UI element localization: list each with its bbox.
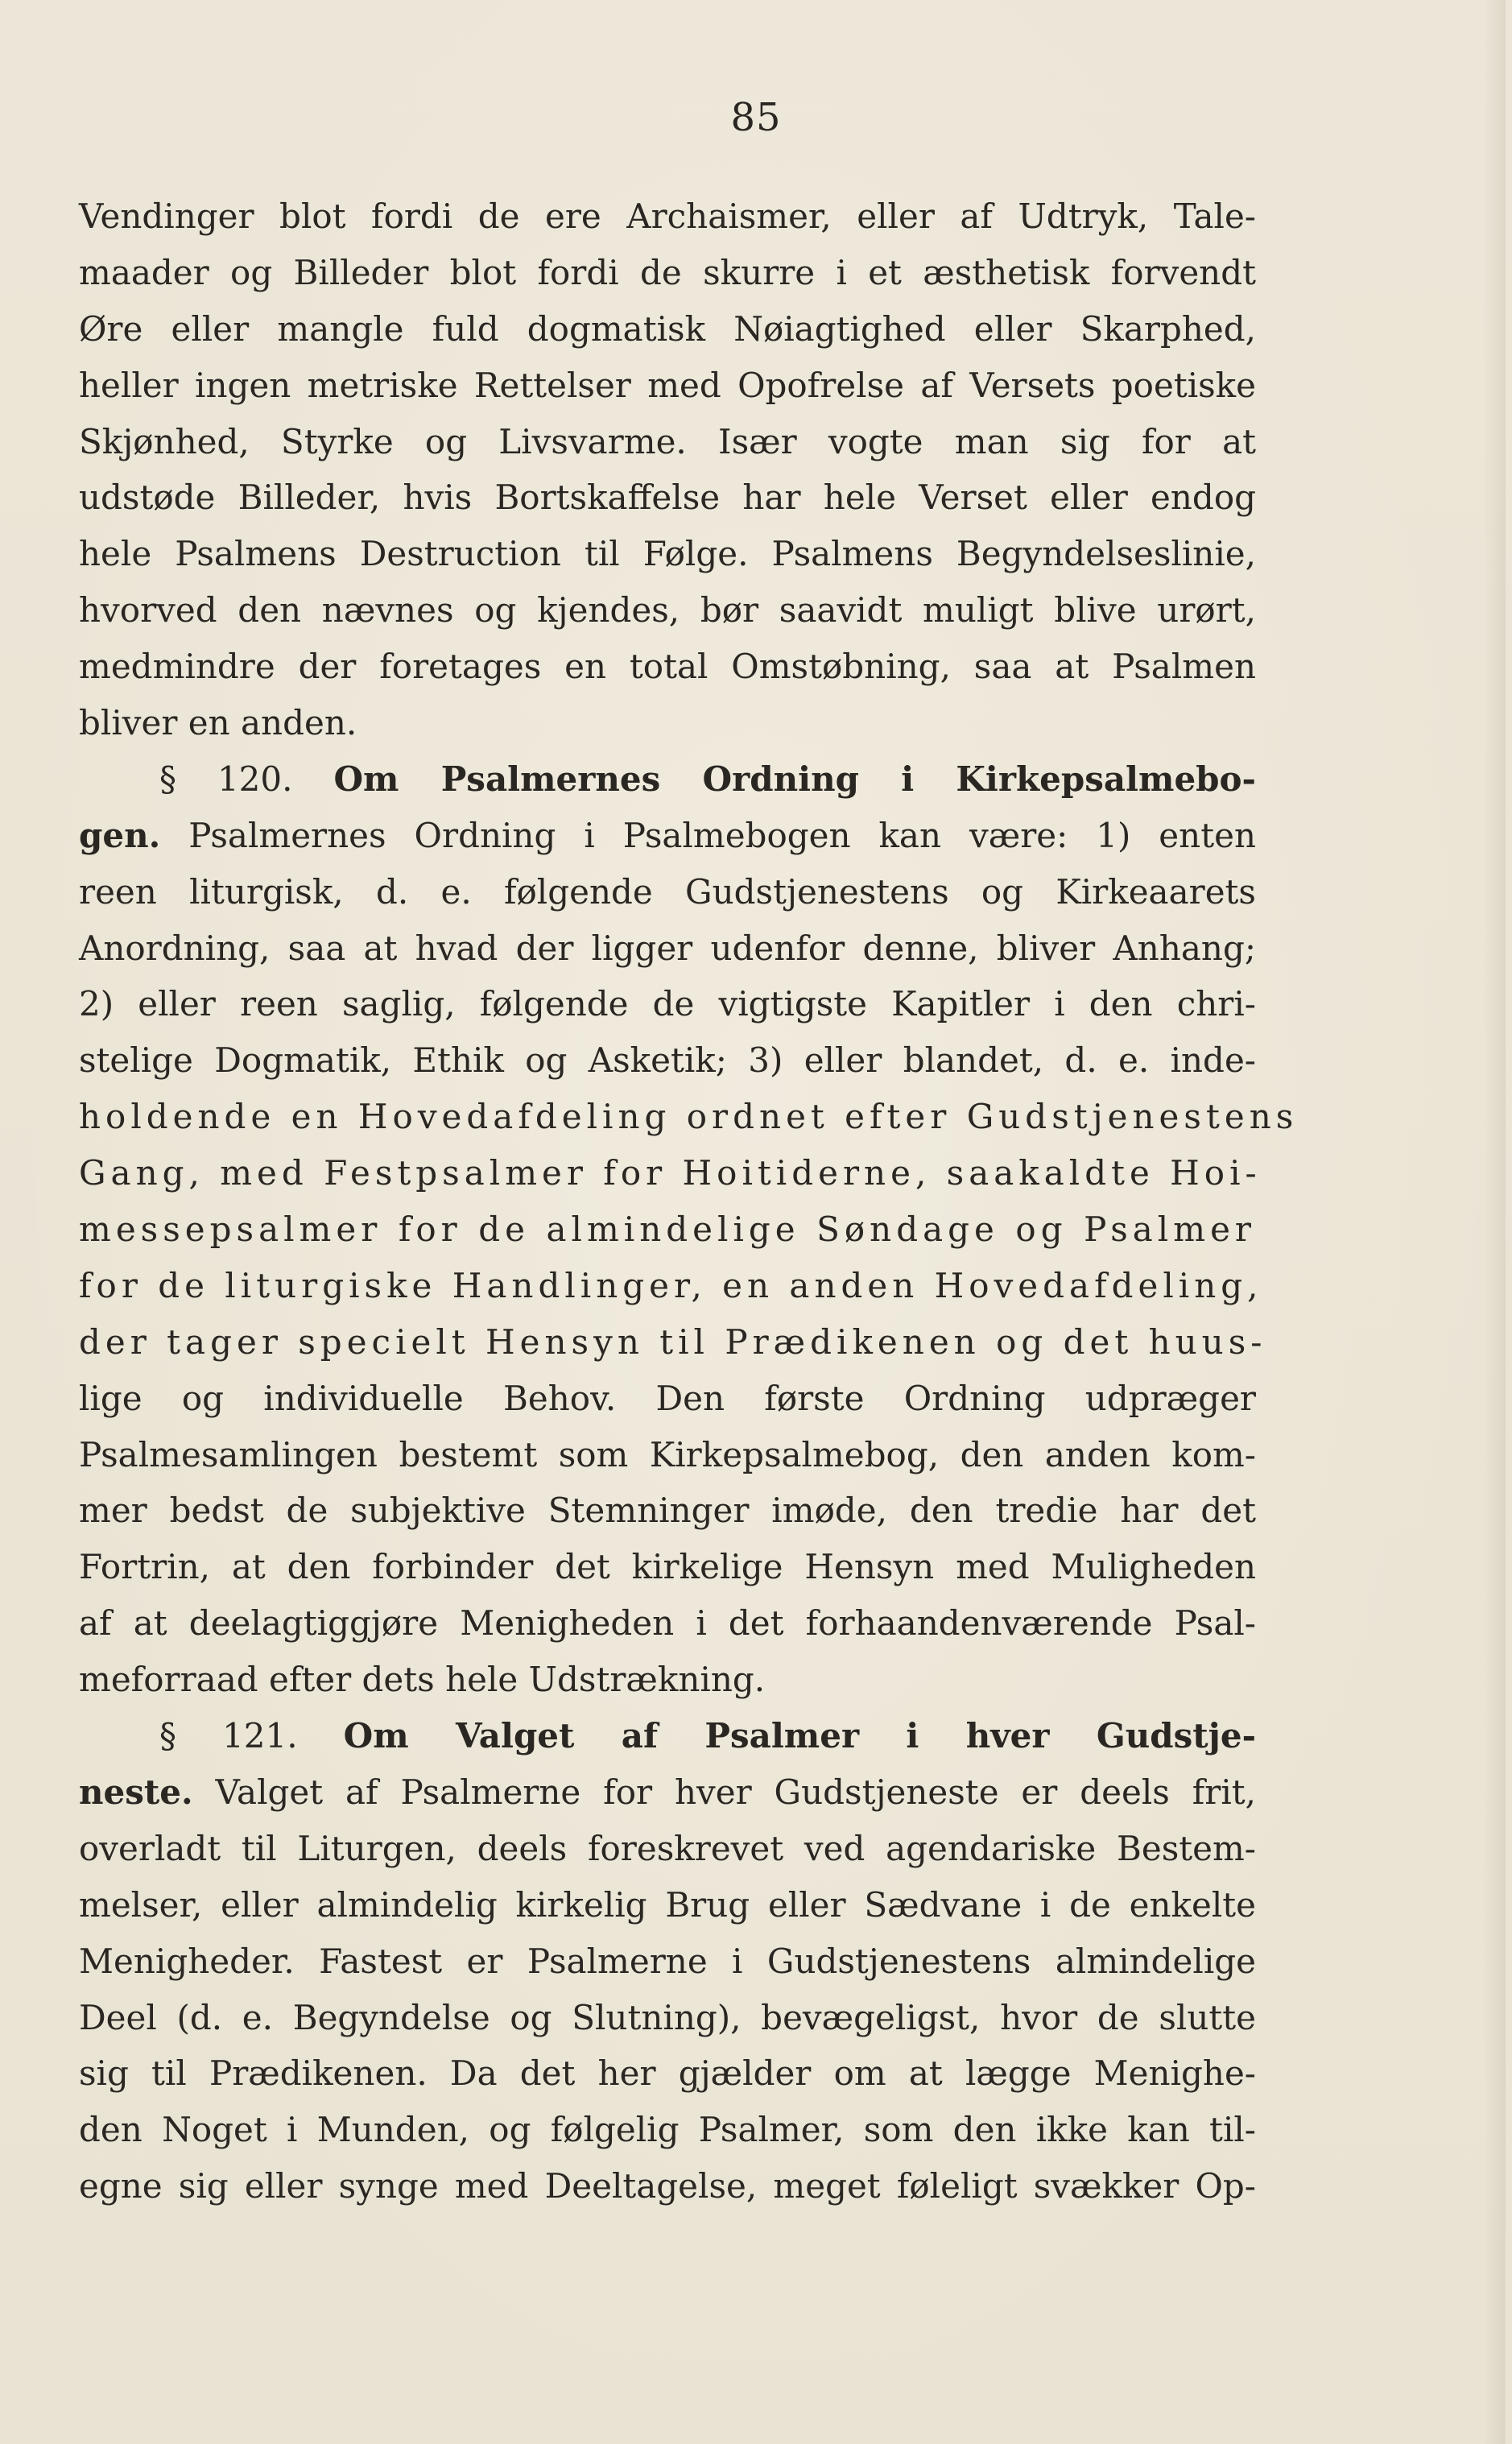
section-title-continued: gen.	[79, 815, 161, 855]
section-title-continued: neste.	[79, 1772, 193, 1812]
text-line: sig til Prædikenen. Da det her gjælder om at lægge Menighe-	[79, 2053, 1256, 2094]
text-line: Psalmesamlingen bestemt som Kirkepsalmebog, den anden kom-	[79, 1434, 1256, 1474]
section-sign: § 120.	[159, 759, 293, 799]
text-line: Menigheder. Fastest er Psalmerne i Gudstjenestens almindelige	[79, 1941, 1256, 1981]
text-line: Skjønhed, Styrke og Livsvarme. Især vogte man sig for at	[79, 421, 1256, 461]
text-line: Øre eller mangle fuld dogmatisk Nøiagtighed eller Skarphed,	[79, 308, 1256, 349]
text-line: maader og Billeder blot fordi de skurre i et æsthetisk forvendt	[79, 252, 1256, 292]
body-text	[79, 188, 1299, 2214]
text-line: overladt til Liturgen, deels foreskrevet ved agendariske Bestem-	[79, 1828, 1256, 1868]
text-line: 2) eller reen saglig, følgende de vigtigste Kapitler i den chri-	[79, 984, 1256, 1024]
text-line: mer bedst de subjektive Stemninger imøde, den tredie har det	[79, 1491, 1256, 1531]
section-heading-120	[79, 751, 1256, 808]
section-heading-121	[79, 1708, 1256, 1764]
text-line: meforraad efter dets hele Udstrækning.	[79, 1660, 766, 1700]
page-edge-shadow	[1483, 0, 1506, 2444]
text-line: Anordning, saa at hvad der ligger udenfor denne, bliver Anhang;	[79, 928, 1256, 968]
text-line: Deel (d. e. Begyndelse og Slutning), bevægeligst, hvor de slutte	[79, 1997, 1256, 2037]
text-line: for de liturgiske Handlinger, en anden Hovedafdeling,	[79, 1265, 1263, 1305]
page-number: 85	[730, 95, 782, 140]
section-title: Om Psalmernes Ordning i Kirkepsalmebo-	[333, 759, 1256, 799]
text-line: hvorved den nævnes og kjendes, bør saavidt muligt blive urørt,	[79, 590, 1256, 631]
text-line: af at deelagtiggjøre Menigheden i det forhaandenværende Psal-	[79, 1603, 1256, 1644]
text-line: lige og individuelle Behov. Den første Ordning udpræger	[79, 1378, 1256, 1418]
text-line	[79, 808, 1256, 864]
text-line: hele Psalmens Destruction til Følge. Psalmens Begyndelseslinie,	[79, 534, 1256, 574]
section-sign: § 121.	[159, 1716, 298, 1756]
text-line	[79, 1764, 1256, 1821]
text-line: stelige Dogmatik, Ethik og Asketik; 3) eller blandet, d. e. inde-	[79, 1040, 1256, 1081]
text-line: messepsalmer for de almindelige Søndage og Psalmer	[79, 1210, 1256, 1250]
text-span: Psalmernes Ordning i Psalmebogen kan være: 1) enten	[188, 815, 1256, 855]
text-line: der tager specielt Hensyn til Prædikenen og det huus-	[79, 1321, 1267, 1362]
text-line: medmindre der foretages en total Omstøbning, saa at Psalmen	[79, 647, 1256, 687]
text-line: Fortrin, at den forbinder det kirkelige Hensyn med Muligheden	[79, 1547, 1256, 1587]
text-line: reen liturgisk, d. e. følgende Gudstjenestens og Kirkeaarets	[79, 871, 1256, 912]
text-line: heller ingen metriske Rettelser med Opofrelse af Versets poetiske	[79, 365, 1256, 405]
text-span: Valget af Psalmerne for hver Gudstjeneste er deels frit,	[215, 1772, 1256, 1812]
text-line: melser, eller almindelig kirkelig Brug eller Sædvane i de enkelte	[79, 1884, 1256, 1925]
text-line: Gang, med Festpsalmer for Hoitiderne, saakaldte Hoi-	[79, 1153, 1262, 1193]
text-line: egne sig eller synge med Deeltagelse, meget føleligt svækker Op-	[79, 2166, 1256, 2206]
text-line: holdende en Hovedafdeling ordnet efter Gudstjenestens	[79, 1097, 1299, 1137]
text-line: bliver en anden.	[79, 703, 357, 743]
section-title: Om Valget af Psalmer i hver Gudstje-	[343, 1716, 1257, 1756]
text-line: den Noget i Munden, og følgelig Psalmer, som den ikke kan til-	[79, 2110, 1256, 2150]
text-line: udstøde Billeder, hvis Bortskaffelse har hele Verset eller endog	[79, 478, 1256, 518]
text-line: Vendinger blot fordi de ere Archaismer, eller af Udtryk, Tale-	[79, 196, 1256, 236]
